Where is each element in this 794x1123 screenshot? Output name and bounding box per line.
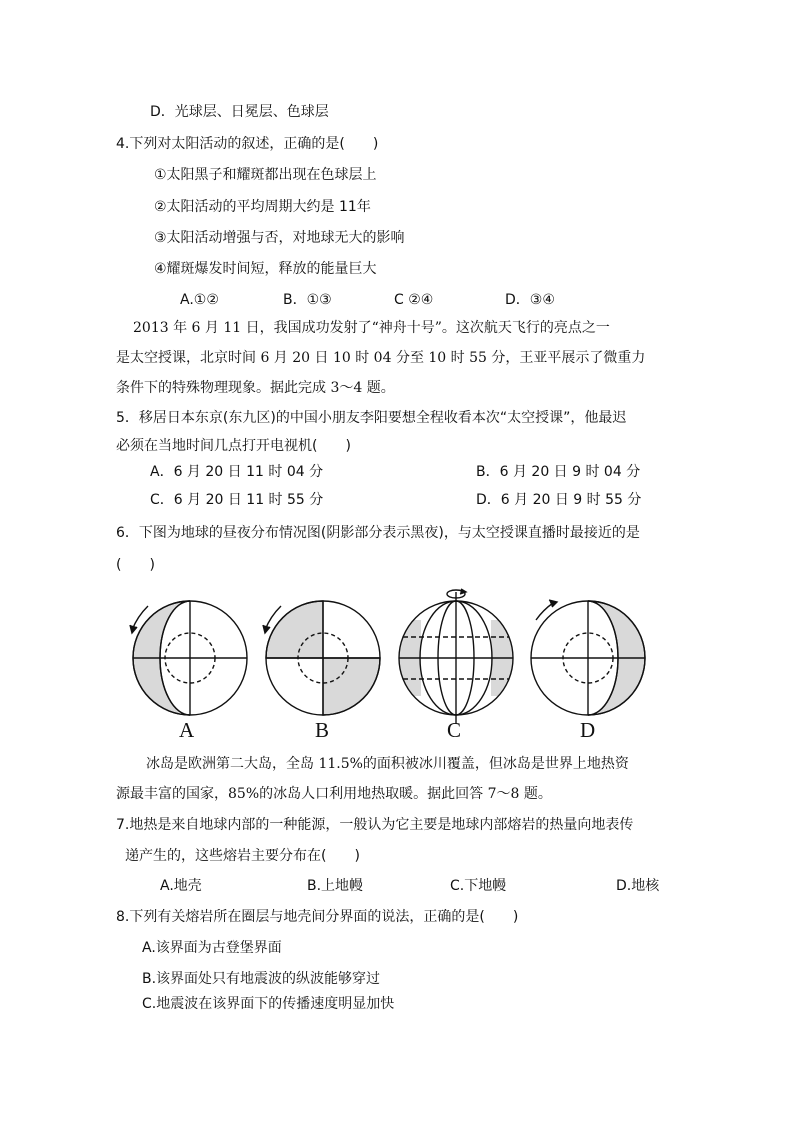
q7-option-d: D.地核 <box>616 878 660 894</box>
passage1-line-2: 是太空授课，北京时间 6 月 20 日 10 时 04 分至 10 时 55 分，王亚平展示了微重力 <box>116 350 646 366</box>
globe-c <box>399 589 513 724</box>
q4-option-c: C ②④ <box>394 292 434 308</box>
q7-option-c: C.下地幔 <box>450 878 507 894</box>
q6-stem-line-1: 6．下图为地球的昼夜分布情况图(阴影部分表示黑夜)，与太空授课直播时最接近的是 <box>116 525 640 541</box>
q5-option-c: C．6 月 20 日 11 时 55 分 <box>150 492 324 508</box>
q4-item-2: ②太阳活动的平均周期大约是 11年 <box>154 199 371 215</box>
q5-option-b: B．6 月 20 日 9 时 04 分 <box>476 464 641 480</box>
globe-d <box>531 600 645 715</box>
figure-label-c: C <box>447 718 462 742</box>
passage2-line-1: 冰岛是欧洲第二大岛，全岛 11.5%的面积被冰川覆盖，但冰岛是世界上地热资 <box>146 756 629 772</box>
figure-label-d: D <box>580 718 596 742</box>
figure-label-b: B <box>315 718 330 742</box>
q8-option-a: A.该界面为古登堡界面 <box>142 940 282 956</box>
q4-item-1: ①太阳黑子和耀斑都出现在色球层上 <box>154 167 377 183</box>
q4-option-b: B．①③ <box>283 292 332 308</box>
q6-stem-line-2: ( ) <box>116 557 155 573</box>
figure-label-a: A <box>179 718 195 742</box>
q5-option-a: A．6 月 20 日 11 时 04 分 <box>150 464 324 480</box>
passage1-line-3: 条件下的特殊物理现象。据此完成 3～4 题。 <box>116 380 395 396</box>
q4-option-d: D．③④ <box>505 292 555 308</box>
globe-a <box>130 601 247 715</box>
passage2-line-2: 源最丰富的国家，85%的冰岛人口利用地热取暖。据此回答 7～8 题。 <box>116 786 552 802</box>
q3-option-d: D．光球层、日冕层、色球层 <box>150 104 329 120</box>
q7-stem-line-1: 7.地热是来自地球内部的一种能源，一般认为它主要是地球内部熔岩的热量向地表传 <box>116 817 634 833</box>
q5-stem-line-1: 5．移居日本东京(东九区)的中国小朋友李阳要想全程收看本次“太空授课”，他最迟 <box>116 410 627 426</box>
day-night-globes-figure <box>128 585 658 745</box>
q8-option-b: B.该界面处只有地震波的纵波能够穿过 <box>142 971 381 987</box>
globe-b <box>263 601 380 715</box>
q8-option-c: C.地震波在该界面下的传播速度明显加快 <box>142 996 395 1012</box>
q5-option-d: D．6 月 20 日 9 时 55 分 <box>476 492 642 508</box>
q7-option-a: A.地壳 <box>160 878 202 894</box>
q4-item-4: ④耀斑爆发时间短，释放的能量巨大 <box>154 261 377 277</box>
q4-option-a: A.①② <box>180 292 219 308</box>
passage1-line-1: 2013 年 6 月 11 日，我国成功发射了“神舟十号”。这次航天飞行的亮点之一 <box>133 320 610 336</box>
q4-stem: 4.下列对太阳活动的叙述，正确的是( ) <box>116 136 379 152</box>
q5-stem-line-2: 必须在当地时间几点打开电视机( ) <box>116 438 351 454</box>
q7-stem-line-2: 递产生的，这些熔岩主要分布在( ) <box>125 848 360 864</box>
q7-option-b: B.上地幔 <box>307 878 364 894</box>
q8-stem: 8.下列有关熔岩所在圈层与地壳间分界面的说法，正确的是( ) <box>116 909 519 925</box>
q4-item-3: ③太阳活动增强与否，对地球无大的影响 <box>154 230 405 246</box>
